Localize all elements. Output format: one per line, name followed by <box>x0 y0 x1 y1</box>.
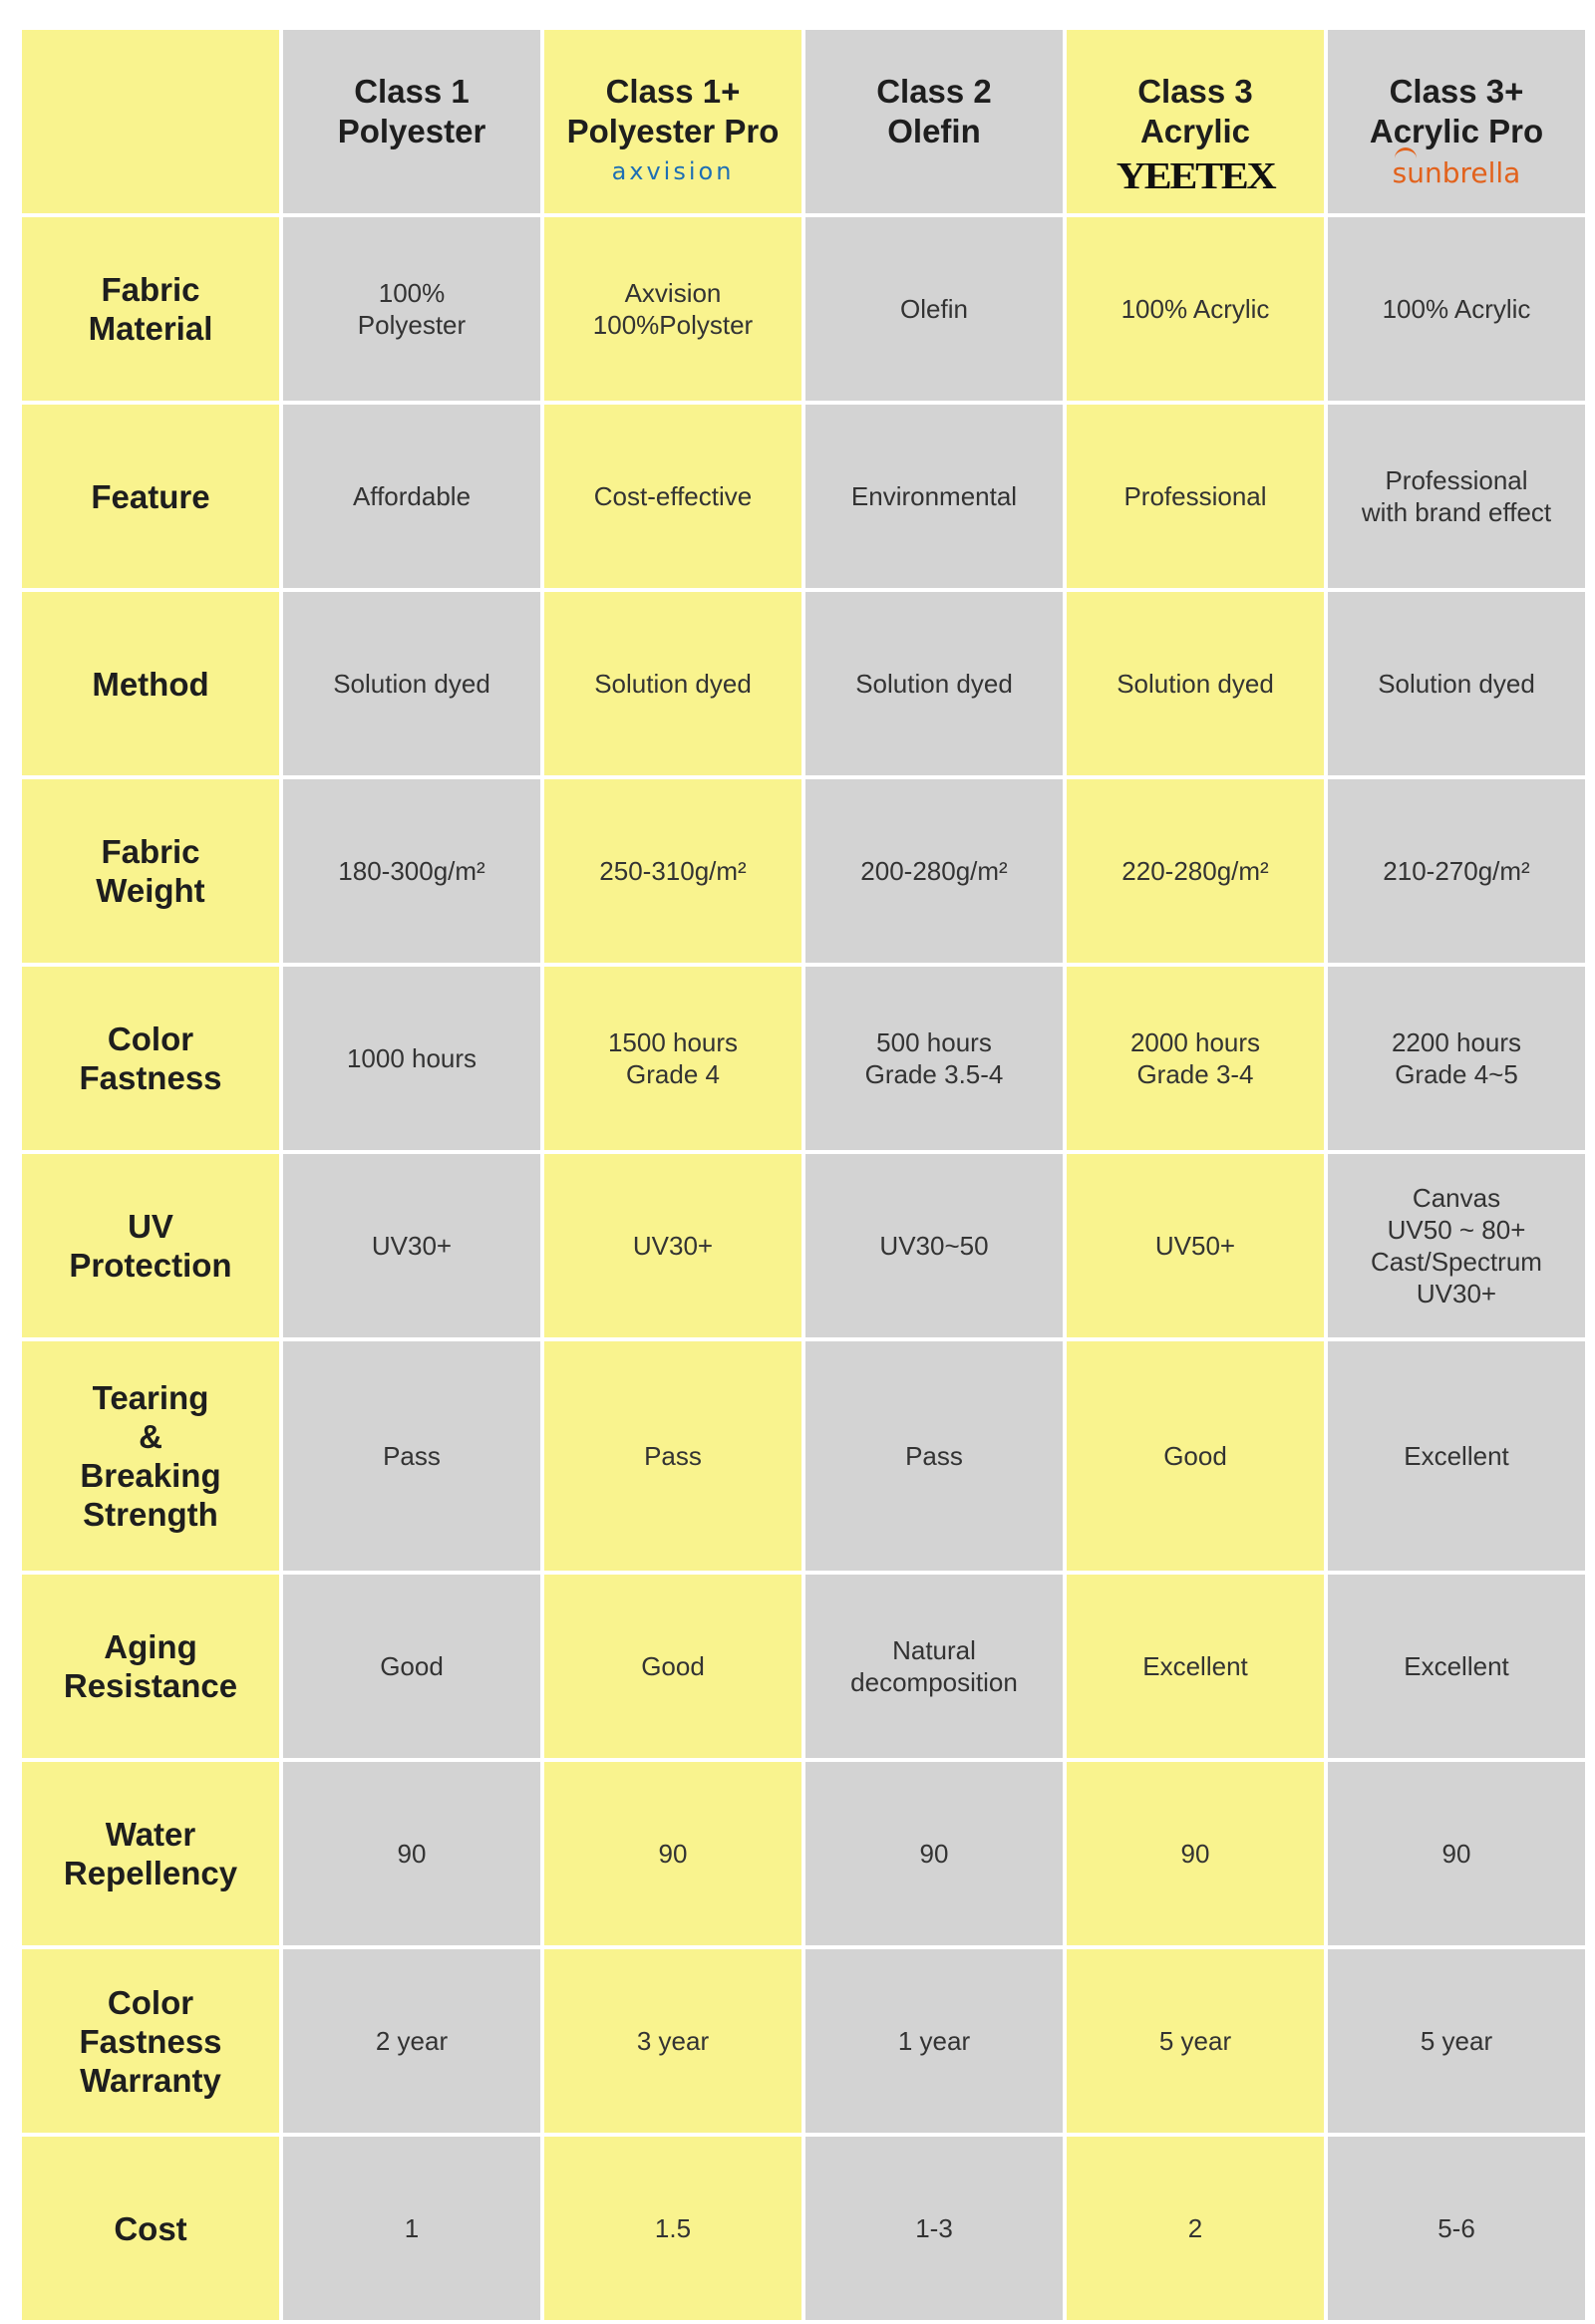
value-line: Excellent <box>1142 1651 1248 1681</box>
header-title-line: Acrylic <box>1139 113 1251 149</box>
value-line: 100% Acrylic <box>1382 294 1531 324</box>
header-class-3 <box>1067 30 1324 213</box>
value-line: Grade 3.5-4 <box>864 1059 1004 1089</box>
value-line: Olefin <box>900 294 968 324</box>
value-cell <box>1328 1949 1585 2133</box>
value-line: 210-270g/m² <box>1383 856 1530 886</box>
value-cell <box>544 1949 801 2133</box>
row-label <box>22 1949 279 2133</box>
row-label-line: Aging <box>104 1628 197 1665</box>
row-label-line: Repellency <box>63 1855 238 1891</box>
row-label-line: Method <box>92 665 209 703</box>
row-label-line: Material <box>88 310 213 347</box>
value-cell <box>1067 592 1324 775</box>
value-line: Solution dyed <box>1116 669 1274 699</box>
value-cell <box>1328 2137 1585 2320</box>
value-cell <box>283 1762 540 1945</box>
value-line: Cost-effective <box>593 481 753 511</box>
header-title-line: Acrylic Pro <box>1369 113 1544 149</box>
value-line: Cast/Spectrum <box>1371 1247 1542 1277</box>
value-line: 2 <box>1187 2213 1203 2243</box>
row-label-line: Weight <box>96 872 205 909</box>
value-cell <box>805 779 1063 963</box>
row-label-line: Protection <box>69 1247 232 1284</box>
value-cell <box>544 779 801 963</box>
value-cell <box>1328 1762 1585 1945</box>
corner-cell <box>22 30 279 213</box>
yeetex-logo: YEETEX <box>1116 155 1275 197</box>
value-line: 180-300g/m² <box>338 856 485 886</box>
header-class-3-plus <box>1328 30 1585 213</box>
value-line: 2200 hours <box>1391 1027 1522 1057</box>
value-line: 100% Acrylic <box>1120 294 1270 324</box>
sunbrella-logo-text: sunbrella <box>1392 156 1521 189</box>
value-line: 3 year <box>636 2026 710 2056</box>
header-class-1 <box>283 30 540 213</box>
row-label-line: Water <box>105 1816 196 1853</box>
value-line: decomposition <box>850 1667 1018 1697</box>
value-cell <box>544 217 801 401</box>
comparison-table <box>22 30 1585 2320</box>
value-line: 5-6 <box>1437 2213 1475 2243</box>
row-label-line: Fabric <box>101 833 200 870</box>
value-cell <box>1067 967 1324 1150</box>
value-line: Grade 4 <box>626 1059 720 1089</box>
value-cell <box>805 592 1063 775</box>
row-label-line: Fastness <box>79 2022 222 2060</box>
value-cell <box>1328 1154 1585 1337</box>
row-label-line: Warranty <box>80 2061 221 2099</box>
value-line: 500 hours <box>876 1027 992 1057</box>
value-line: Polyester <box>357 310 467 340</box>
row-label-line: Resistance <box>63 1667 238 1704</box>
value-line: UV30+ <box>1416 1279 1497 1308</box>
value-cell <box>805 405 1063 588</box>
value-line: 5 year <box>1420 2026 1493 2056</box>
value-cell <box>1328 405 1585 588</box>
value-line: 1 year <box>897 2026 971 2056</box>
value-line: UV50 ~ 80+ <box>1387 1215 1526 1245</box>
value-cell <box>544 592 801 775</box>
value-cell <box>283 1341 540 1571</box>
value-line: Professional <box>1123 481 1267 511</box>
row-label <box>22 2137 279 2320</box>
row-label <box>22 592 279 775</box>
header-title-line: Olefin <box>887 113 981 149</box>
value-line: Pass <box>905 1441 963 1471</box>
value-cell <box>283 405 540 588</box>
row-label-line: Fastness <box>79 1059 222 1096</box>
value-line: UV30+ <box>632 1231 714 1261</box>
header-title-line: Class 1+ <box>605 73 741 110</box>
value-line: 90 <box>1441 1839 1471 1869</box>
value-cell <box>283 217 540 401</box>
header-title-line: Class 1 <box>354 73 470 110</box>
value-cell <box>805 967 1063 1150</box>
value-line: UV50+ <box>1154 1231 1236 1261</box>
value-cell <box>544 1575 801 1758</box>
value-cell <box>1067 217 1324 401</box>
value-line: UV30+ <box>371 1231 453 1261</box>
value-cell <box>805 1154 1063 1337</box>
value-cell <box>544 405 801 588</box>
value-cell <box>805 1762 1063 1945</box>
value-cell <box>544 1341 801 1571</box>
value-cell <box>1328 217 1585 401</box>
value-line: Solution dyed <box>333 669 490 699</box>
value-cell <box>1328 1575 1585 1758</box>
value-cell <box>1067 405 1324 588</box>
value-cell <box>283 2137 540 2320</box>
value-cell <box>544 1154 801 1337</box>
header-title-line: Class 3+ <box>1389 73 1524 110</box>
value-line: 1 <box>404 2213 420 2243</box>
value-cell <box>1067 2137 1324 2320</box>
value-cell <box>805 217 1063 401</box>
value-line: 200-280g/m² <box>860 856 1008 886</box>
value-line: UV30~50 <box>879 1231 989 1261</box>
row-label-line: Fabric <box>101 271 200 308</box>
value-line: Natural <box>892 1635 976 1665</box>
value-line: 250-310g/m² <box>599 856 747 886</box>
row-label-line: Breaking <box>80 1457 221 1494</box>
row-label <box>22 1762 279 1945</box>
value-line: Pass <box>383 1441 441 1471</box>
value-line: Solution dyed <box>1378 669 1535 699</box>
row-label-line: Color <box>107 1983 194 2021</box>
value-line: Excellent <box>1404 1651 1509 1681</box>
value-line: 5 year <box>1158 2026 1232 2056</box>
row-label-line: Cost <box>114 2209 187 2247</box>
value-cell <box>1067 1154 1324 1337</box>
value-line: Grade 4~5 <box>1395 1059 1518 1089</box>
value-cell <box>544 1762 801 1945</box>
value-line: 90 <box>397 1839 427 1869</box>
row-label-line: UV <box>128 1208 173 1245</box>
value-line: 90 <box>1180 1839 1210 1869</box>
value-line: Solution dyed <box>594 669 752 699</box>
value-line: 1.5 <box>654 2213 692 2243</box>
header-class-2 <box>805 30 1063 213</box>
value-line: Good <box>641 1651 705 1681</box>
value-cell <box>1067 1949 1324 2133</box>
value-line: 220-280g/m² <box>1121 856 1269 886</box>
header-title-line: Polyester Pro <box>566 113 780 149</box>
row-label-line: Strength <box>83 1496 218 1533</box>
sun-arc-icon <box>1395 147 1417 162</box>
value-cell <box>283 1949 540 2133</box>
header-title-line: Class 3 <box>1137 73 1253 110</box>
value-line: 100%Polyster <box>592 310 754 340</box>
header-title-line: Class 2 <box>876 73 992 110</box>
value-cell <box>805 1949 1063 2133</box>
value-line: Grade 3-4 <box>1136 1059 1254 1089</box>
value-cell <box>1067 1575 1324 1758</box>
value-line: 90 <box>919 1839 949 1869</box>
value-cell <box>283 967 540 1150</box>
value-cell <box>1328 779 1585 963</box>
value-line: 100% <box>378 278 446 308</box>
value-line: Good <box>1163 1441 1227 1471</box>
value-line: Solution dyed <box>855 669 1013 699</box>
value-line: Axvision <box>624 278 722 308</box>
value-line: Professional <box>1385 465 1528 495</box>
value-line: Excellent <box>1404 1441 1509 1471</box>
value-line: 1000 hours <box>346 1043 478 1073</box>
value-line: 2 year <box>375 2026 449 2056</box>
value-line: Environmental <box>850 481 1018 511</box>
row-label <box>22 1154 279 1337</box>
value-line: Canvas <box>1412 1183 1501 1213</box>
row-label-line: Feature <box>91 477 210 515</box>
row-label <box>22 217 279 401</box>
value-cell <box>1328 1341 1585 1571</box>
value-line: 2000 hours <box>1129 1027 1261 1057</box>
value-cell <box>1067 1341 1324 1571</box>
value-cell <box>283 592 540 775</box>
row-label-line: & <box>139 1418 162 1455</box>
row-label <box>22 1341 279 1571</box>
value-cell <box>544 2137 801 2320</box>
header-title-line: Polyester <box>337 113 486 149</box>
value-cell <box>805 2137 1063 2320</box>
row-label <box>22 967 279 1150</box>
value-cell <box>1328 592 1585 775</box>
value-line: Pass <box>644 1441 702 1471</box>
value-cell <box>283 1575 540 1758</box>
value-line: 1500 hours <box>607 1027 739 1057</box>
header-class-1-plus <box>544 30 801 213</box>
value-line: Good <box>380 1651 444 1681</box>
value-line: with brand effect <box>1361 497 1552 527</box>
value-cell <box>283 1154 540 1337</box>
value-cell <box>805 1575 1063 1758</box>
value-line: 90 <box>658 1839 688 1869</box>
sunbrella-logo <box>1393 157 1521 189</box>
value-cell <box>544 967 801 1150</box>
row-label <box>22 405 279 588</box>
row-label-line: Color <box>107 1020 194 1057</box>
row-label-line: Tearing <box>92 1379 209 1416</box>
value-cell <box>283 779 540 963</box>
value-cell <box>1067 779 1324 963</box>
value-cell <box>1328 967 1585 1150</box>
value-cell <box>1067 1762 1324 1945</box>
row-label <box>22 1575 279 1758</box>
value-cell <box>805 1341 1063 1571</box>
row-label <box>22 779 279 963</box>
value-line: 1-3 <box>915 2213 953 2243</box>
value-line: Affordable <box>352 481 472 511</box>
axvision-logo: axvision <box>611 157 735 185</box>
